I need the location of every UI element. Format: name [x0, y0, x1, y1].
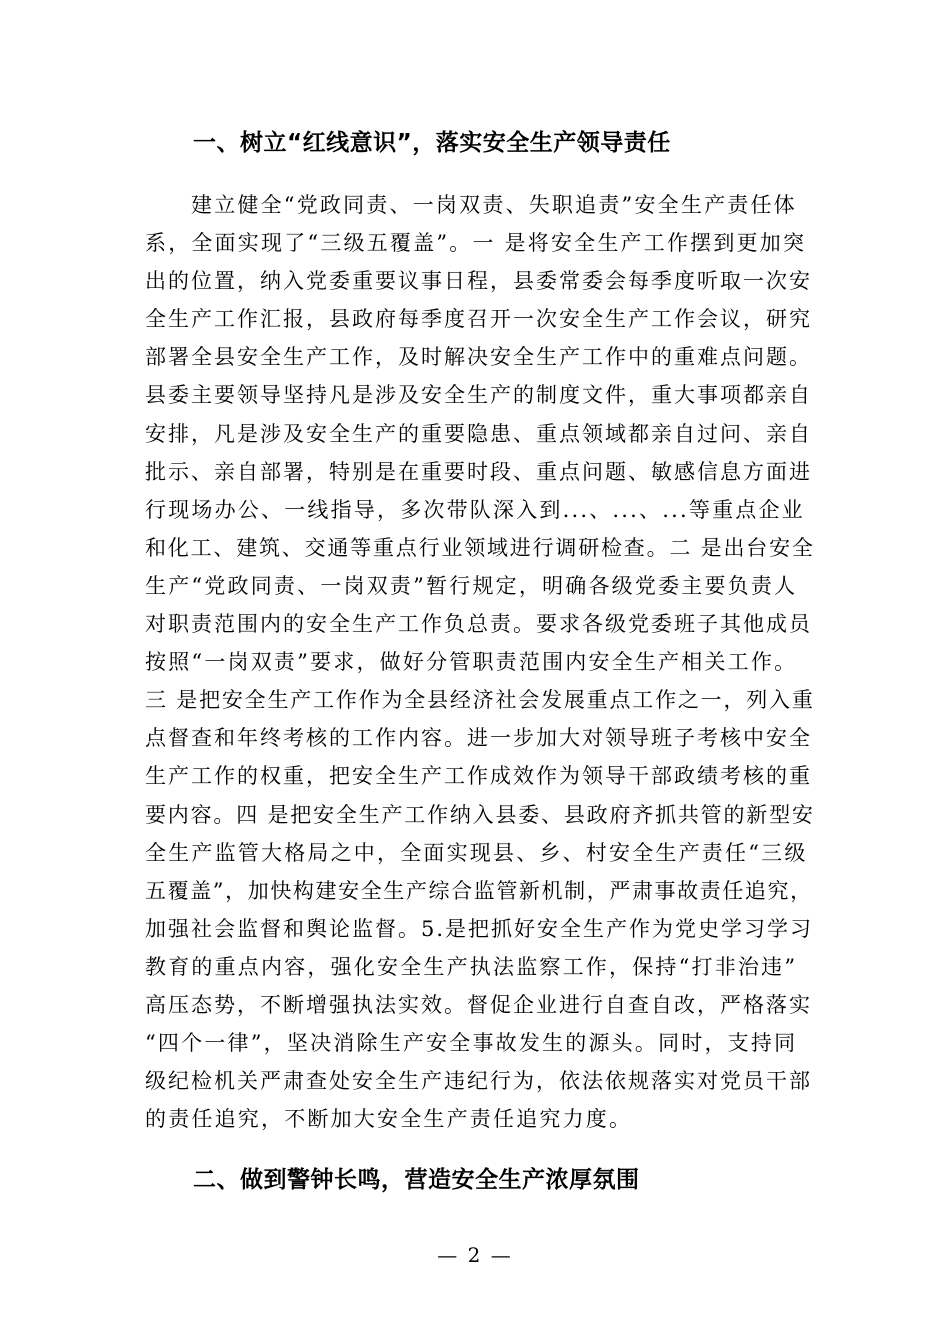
paragraph-line: 和化工、建筑、交通等重点行业领域进行调研检查。二 是出台安全 — [145, 535, 815, 560]
body-paragraph — [145, 186, 815, 1138]
paragraph-line: “四个一律”，坚决消除生产安全事故发生的源头。同时，支持同 — [145, 1031, 798, 1056]
paragraph-line: 部署全县安全生产工作，及时解决安全生产工作中的重难点问题。 — [145, 345, 812, 370]
paragraph-line: 出的位置，纳入党委重要议事日程，县委常委会每季度听取一次安 — [145, 269, 812, 294]
paragraph-line: 要内容。四 是把安全生产工作纳入县委、县政府齐抓共管的新型安 — [145, 802, 815, 827]
paragraph-line: 建立健全“党政同责、一岗双责、失职追责”安全生产责任体 — [191, 193, 797, 217]
paragraph-line: 加强社会监督和舆论监督。5.是把抓好安全生产作为党史学习学习 — [145, 916, 814, 941]
section-heading-1: 一、树立“红线意识”，落实安全生产领导责任 — [193, 130, 671, 156]
paragraph-line: 点督查和年终考核的工作内容。进一步加大对领导班子考核中安全 — [145, 726, 812, 751]
paragraph-line: 系，全面实现了“三级五覆盖”。一 是将安全生产工作摆到更加突 — [145, 231, 807, 256]
paragraph-line: 按照“一岗双责”要求，做好分管职责范围内安全生产相关工作。 — [145, 650, 798, 675]
paragraph-line: 全生产工作汇报，县政府每季度召开一次安全生产工作会议，研究 — [145, 307, 812, 332]
paragraph-line: 对职责范围内的安全生产工作负总责。要求各级党委班子其他成员 — [145, 612, 812, 637]
page-number: — 2 — — [437, 1243, 513, 1267]
paragraph-line: 安排，凡是涉及安全生产的重要隐患、重点领域都亲自过问、亲自 — [145, 421, 812, 446]
paragraph-line: 行现场办公、一线指导，多次带队深入到...、...、...等重点企业 — [145, 497, 805, 522]
paragraph-line: 教育的重点内容，强化安全生产执法监察工作，保持“打非治违” — [145, 954, 798, 979]
paragraph-line: 生产“党政同责、一岗双责”暂行规定，明确各级党委主要负责人 — [145, 573, 798, 598]
section-heading-2: 二、做到警钟长鸣，营造安全生产浓厚氛围 — [193, 1167, 640, 1193]
paragraph-line: 级纪检机关严肃查处安全生产违纪行为，依法依规落实对党员干部 — [145, 1069, 812, 1094]
paragraph-line: 高压态势，不断增强执法实效。督促企业进行自查自改，严格落实 — [145, 992, 812, 1017]
paragraph-line: 生产工作的权重，把安全生产工作成效作为领导干部政绩考核的重 — [145, 764, 812, 789]
paragraph-line: 的责任追究，不断加大安全生产责任追究力度。 — [145, 1107, 633, 1132]
paragraph-line: 五覆盖”，加快构建安全生产综合监管新机制，严肃事故责任追究， — [145, 878, 813, 903]
paragraph-line: 批示、亲自部署，特别是在重要时段、重点问题、敏感信息方面进 — [145, 459, 812, 484]
paragraph-line: 县委主要领导坚持凡是涉及安全生产的制度文件，重大事项都亲自 — [145, 383, 812, 408]
paragraph-line: 全生产监管大格局之中，全面实现县、乡、村安全生产责任“三级 — [145, 840, 808, 865]
paragraph-line: 三 是把安全生产工作作为全县经济社会发展重点工作之一，列入重 — [145, 688, 815, 713]
